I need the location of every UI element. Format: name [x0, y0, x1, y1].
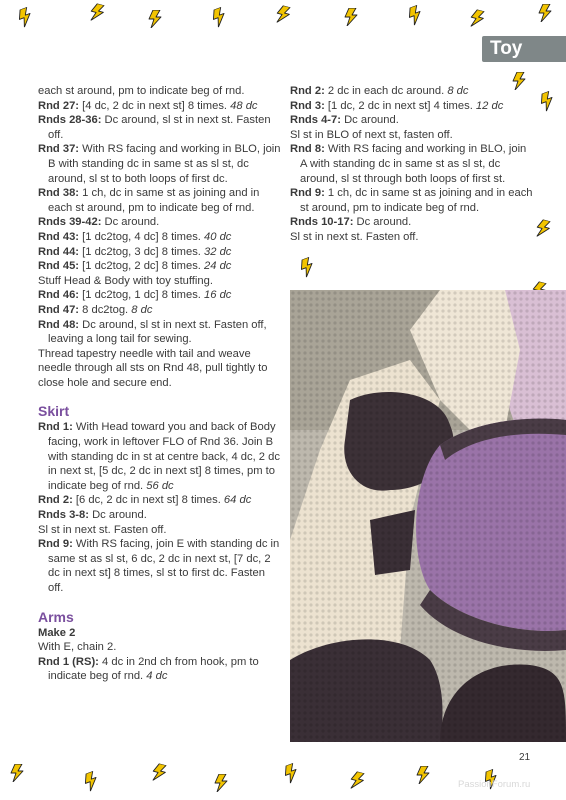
lightning-bolt-icon [90, 4, 106, 22]
round-text: Dc around, sl st in next st. Fasten off. [48, 114, 271, 141]
round-text: With RS facing and working in BLO, join B with standing dc in same st as sl st, dc around, sl st to both loops of first dc. [48, 143, 281, 185]
round-text: [1 dc2tog, 1 dc] 8 times. [79, 289, 205, 302]
stitch-count: 8 dc [131, 303, 153, 316]
pattern-line [38, 493, 282, 508]
pattern-line [290, 215, 534, 230]
round-text: With RS facing, join E with standing dc in same st as sl st, 6 dc, 2 dc in next st, [7 dc, 2 dc in next st] 8 times, sl st to first dc. Fasten off. [48, 538, 280, 594]
round-label: Rnds 10-17: [290, 216, 354, 229]
page-number: 21 [519, 752, 531, 763]
round-label: Rnds 4-7: [290, 114, 341, 127]
round-label: Rnd 37: [38, 143, 80, 156]
round-text: [1 dc2tog, 4 dc] 8 times. [79, 230, 205, 243]
pattern-line [290, 142, 534, 186]
round-label: Rnd 27: [38, 99, 80, 112]
round-text: [4 dc, 2 dc in next st] 8 times. [79, 99, 231, 112]
round-label: Rnds 3-8: [38, 509, 89, 522]
lightning-bolt-icon [536, 220, 552, 238]
pattern-line [38, 537, 282, 595]
round-label: Rnd 2: [38, 494, 73, 507]
round-label: Rnd 9: [290, 187, 325, 200]
pattern-line [38, 274, 282, 289]
pattern-line [38, 186, 282, 215]
lightning-bolt-icon [538, 4, 554, 22]
lightning-bolt-icon [152, 764, 168, 782]
arms-heading: Arms [38, 608, 74, 625]
round-label: Rnd 45: [38, 260, 80, 273]
pattern-line [290, 99, 534, 114]
lightning-bolt-icon [344, 8, 360, 26]
pattern-rounds-right [290, 84, 534, 245]
pattern-line [290, 128, 534, 143]
pattern-line [38, 215, 282, 230]
lightning-bolt-icon [416, 766, 432, 784]
round-text: With E, chain 2. [38, 641, 117, 654]
round-text: 2 dc in each dc around. [324, 85, 448, 97]
pattern-line [38, 245, 282, 260]
round-text: 1 ch, dc in same st as joining and in each st around, pm to indicate beg of rnd. [48, 187, 260, 214]
pattern-line [290, 186, 534, 215]
round-label: Rnd 46: [38, 289, 80, 302]
arms-rounds [38, 640, 282, 684]
round-text: Thread tapestry needle with tail and weave needle through all sts on Rnd 48, pull tightly to close hole and secure end. [38, 347, 268, 389]
lightning-bolt-icon [540, 92, 556, 110]
stitch-count: 24 dc [204, 260, 232, 273]
pattern-line [38, 259, 282, 274]
round-text: Dc around. [101, 216, 160, 229]
round-label: Rnds 39-42: [38, 216, 102, 229]
round-text: Dc around. [353, 216, 412, 229]
round-text: [1 dc, 2 dc in next st] 4 times. [324, 99, 476, 112]
pattern-line [38, 142, 282, 186]
round-text: Dc around. [340, 114, 399, 127]
pattern-line [38, 84, 282, 99]
stitch-count: 12 dc [475, 99, 504, 112]
pattern-line [290, 230, 534, 245]
round-label: Rnd 2: [290, 85, 325, 97]
pattern-line [38, 318, 282, 347]
round-text: With Head toward you and back of Body facing, work in leftover FLO of Rnd 36. Join B with standing dc in st at centre back, 4 dc, 2 dc in next st, [5 dc, 2 dc in next st] 8 times, pm to indicate beg of rnd. [48, 421, 280, 492]
round-text: 8 dc2tog. [79, 303, 132, 316]
round-text: With RS facing and working in BLO, join A with standing dc in same st as sl st, dc around, sl st through both loops of first st. [300, 143, 527, 185]
round-text: each st around, pm to indicate beg of rnd. [38, 85, 245, 97]
round-text: 1 ch, dc in same st as joining and in each st around, pm to indicate beg of rnd. [300, 187, 533, 214]
lightning-bolt-icon [10, 764, 26, 782]
skirt-heading: Skirt [38, 403, 70, 420]
pattern-line [38, 303, 282, 318]
stitch-count: 4 dc [146, 670, 168, 683]
lightning-bolt-icon [84, 772, 100, 790]
crochet-doll-photo [290, 290, 566, 742]
round-label: Rnd 3: [290, 99, 325, 112]
right-column [290, 84, 534, 245]
section-tab: Toy [482, 36, 566, 62]
stitch-count: 56 dc [146, 479, 174, 492]
round-text: Dc around, sl st in next st. Fasten off, leaving a long tail for sewing. [48, 318, 267, 346]
pattern-line [38, 508, 282, 523]
lightning-bolt-icon [284, 764, 300, 782]
round-text: Sl st in next st. Fasten off. [38, 523, 167, 536]
round-label: Rnd 43: [38, 230, 80, 243]
round-label: Rnd 47: [38, 303, 80, 316]
pattern-line [38, 113, 282, 142]
lightning-bolt-icon [212, 8, 228, 26]
round-label: Rnd 1 (RS): [38, 655, 99, 668]
stitch-count: 40 dc [204, 230, 232, 243]
pattern-line [38, 347, 282, 391]
pattern-line [38, 420, 282, 493]
left-column [38, 84, 282, 684]
pattern-rounds-left [38, 84, 282, 390]
round-label: Rnd 44: [38, 245, 80, 258]
pattern-line [38, 230, 282, 245]
round-text: 4 dc in 2nd ch from hook, pm to indicate beg of rnd. [48, 655, 259, 683]
stitch-count: 32 dc [204, 245, 232, 258]
stitch-count: 8 dc [447, 85, 469, 97]
pattern-line [38, 640, 282, 655]
round-label: Rnd 9: [38, 538, 73, 551]
round-text: [6 dc, 2 dc in next st] 8 times. [72, 494, 224, 507]
lightning-bolt-icon [148, 10, 164, 28]
pattern-line [290, 113, 534, 128]
round-text: [1 dc2tog, 3 dc] 8 times. [79, 245, 205, 258]
stitch-count: 16 dc [204, 289, 232, 302]
watermark: PassionForum.ru [458, 779, 531, 790]
pattern-line [38, 99, 282, 114]
pattern-line [38, 523, 282, 538]
lightning-bolt-icon [300, 258, 316, 276]
round-label: Rnds 28-36: [38, 114, 102, 127]
round-text: Dc around. [88, 509, 147, 522]
lightning-bolt-icon [470, 10, 486, 28]
round-label: Rnd 38: [38, 187, 80, 200]
round-label: Rnd 48: [38, 318, 80, 331]
round-label: Rnd 1: [38, 421, 73, 434]
round-text: Sl st in next st. Fasten off. [290, 230, 419, 243]
lightning-bolt-icon [214, 774, 230, 792]
skirt-rounds [38, 420, 282, 595]
round-label: Rnd 8: [290, 143, 325, 156]
lightning-bolt-icon [408, 6, 424, 24]
stitch-count: 48 dc [230, 99, 258, 112]
arms-subheading: Make 2 [38, 626, 76, 639]
round-text: Sl st in BLO of next st, fasten off. [290, 128, 453, 141]
lightning-bolt-icon [18, 8, 34, 26]
stitch-count: 64 dc [223, 494, 252, 507]
pattern-line [38, 288, 282, 303]
pattern-line [38, 655, 282, 684]
lightning-bolt-icon [276, 6, 292, 24]
lightning-bolt-icon [350, 772, 366, 790]
round-text: [1 dc2tog, 2 dc] 8 times. [79, 260, 205, 273]
round-text: Stuff Head & Body with toy stuffing. [38, 274, 213, 287]
pattern-line [290, 84, 534, 99]
